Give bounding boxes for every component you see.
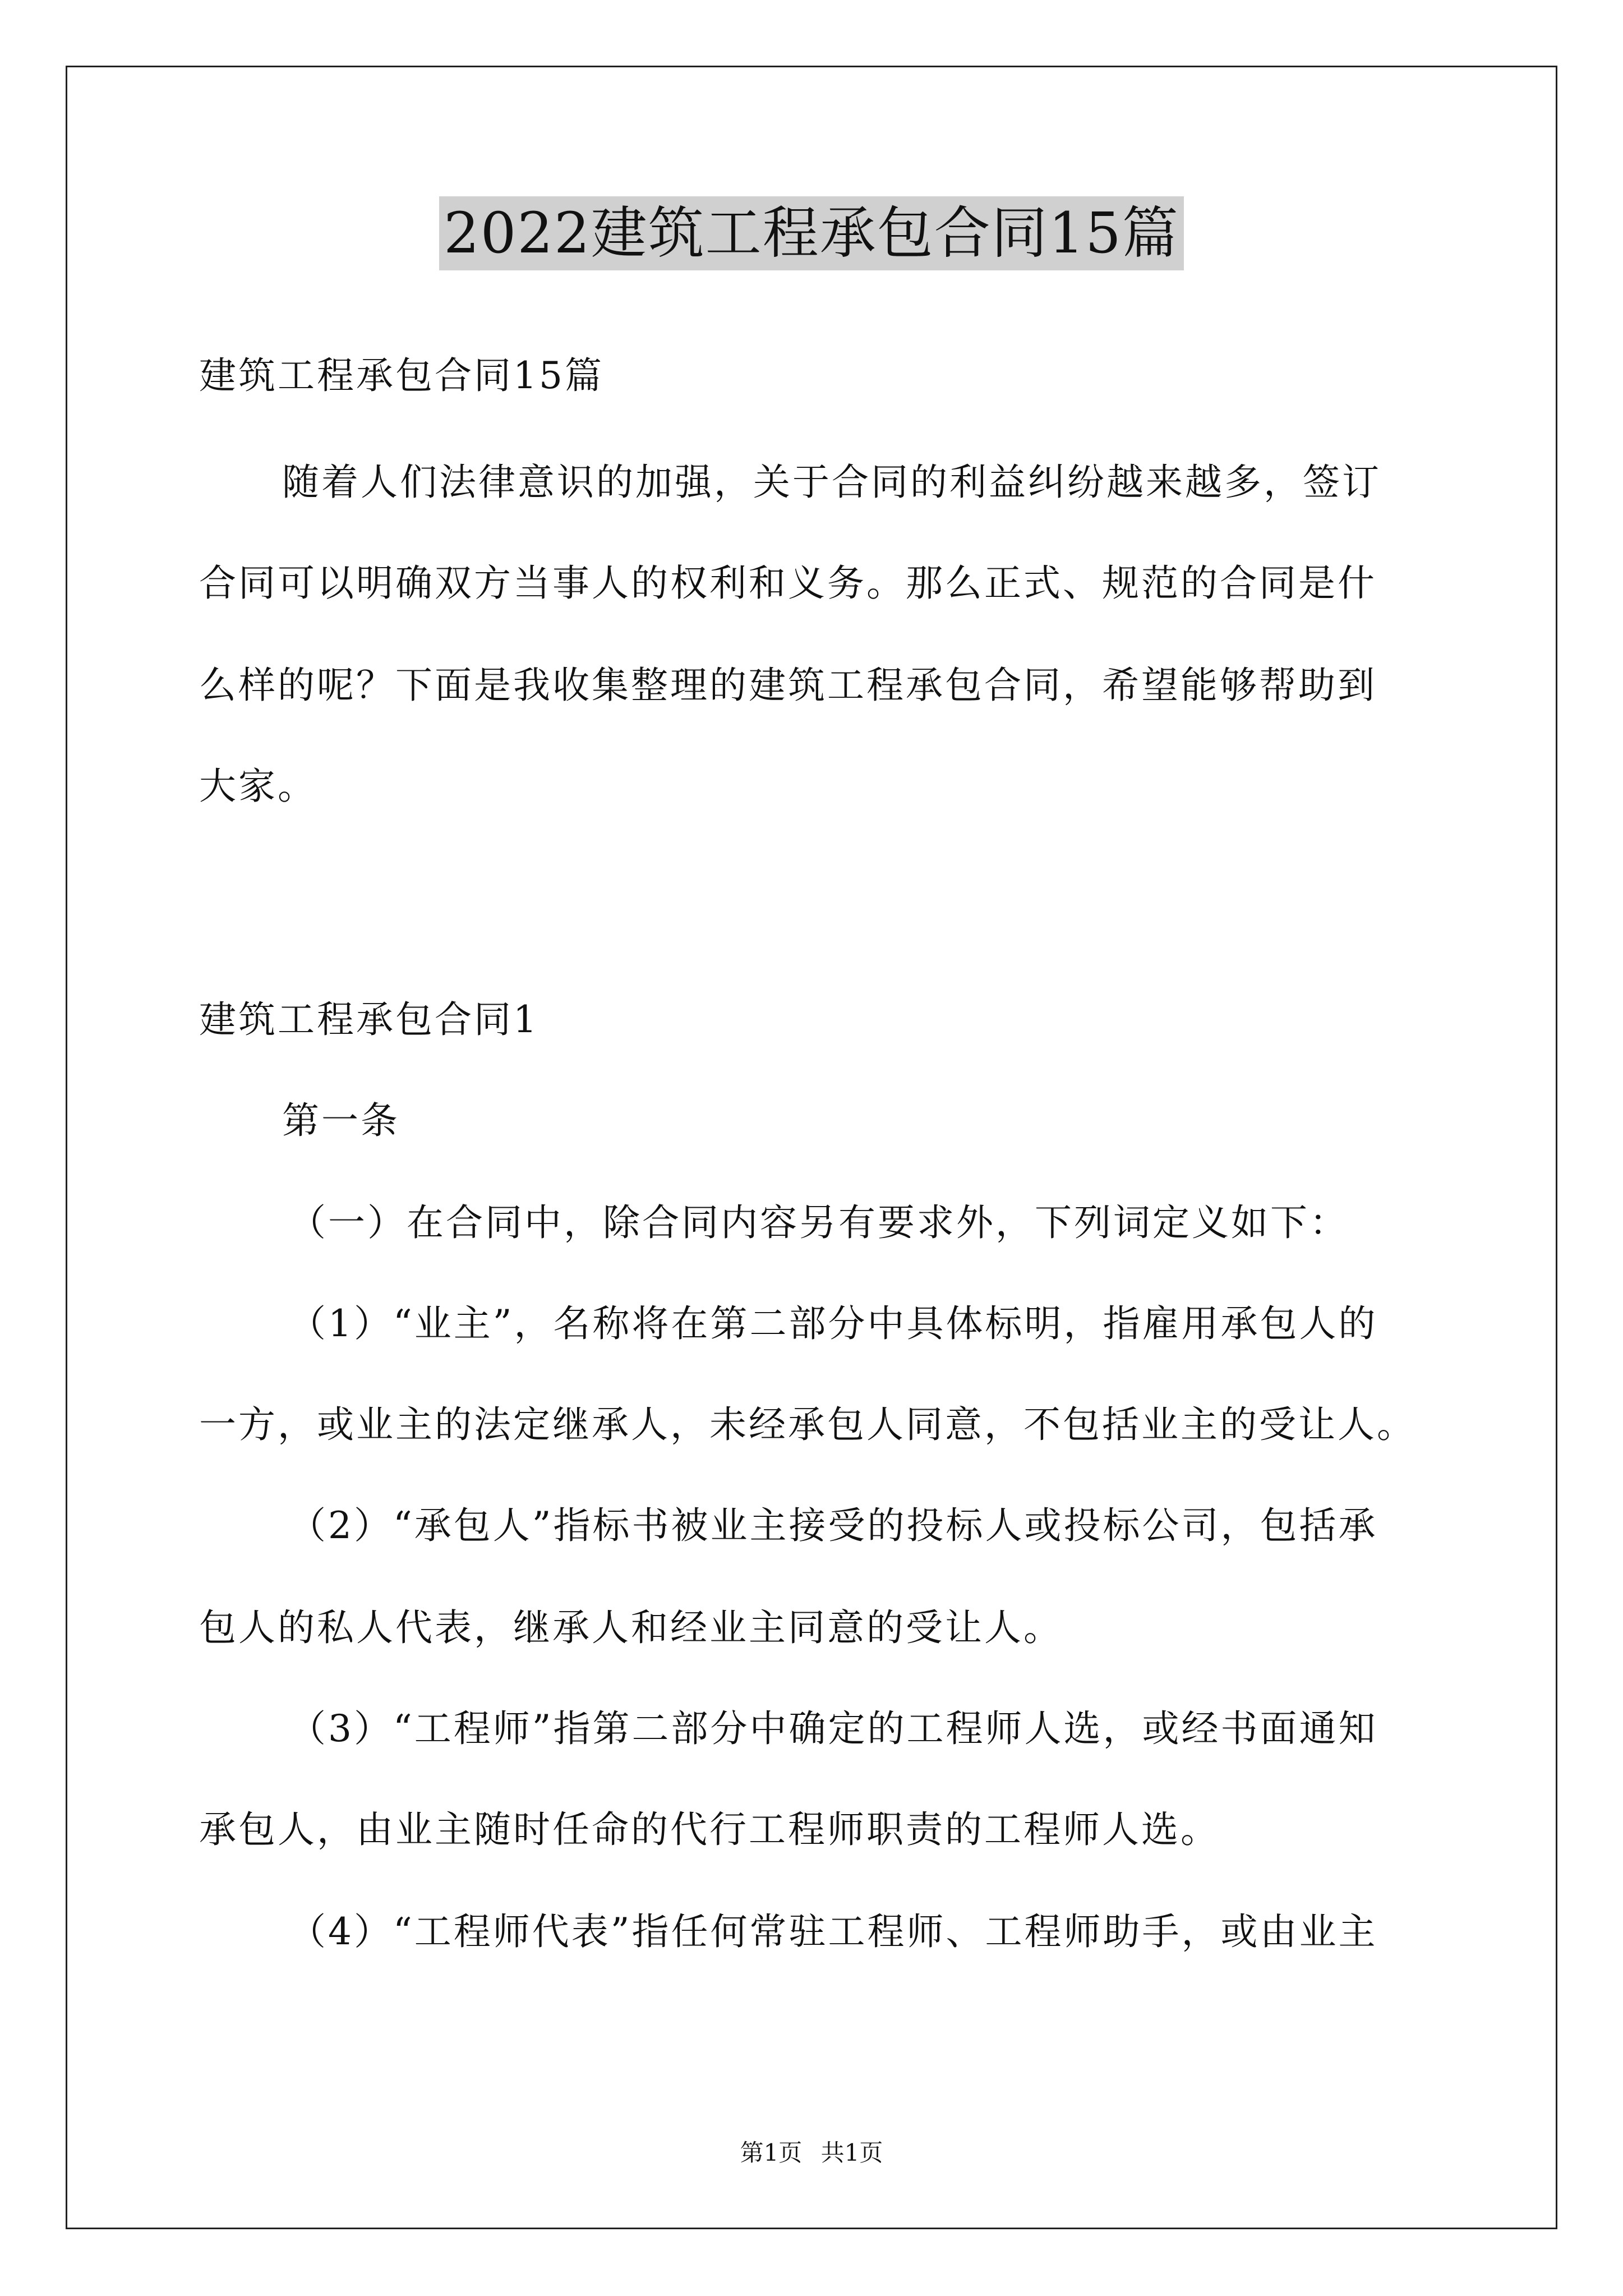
clause-line-2: （1）“业主”，名称将在第二部分中具体标明，指雇用承包人的 xyxy=(289,1302,1378,1345)
article-heading: 第一条 xyxy=(282,1099,400,1142)
title-container xyxy=(0,196,1623,270)
clause-line-8: （4）“工程师代表”指任何常驻工程师、工程师助手，或由业主 xyxy=(289,1910,1378,1953)
clause-line-6: （3）“工程师”指第二部分中确定的工程师人选，或经书面通知 xyxy=(289,1707,1378,1750)
clause-line-4: （2）“承包人”指标书被业主接受的投标人或投标公司，包括承 xyxy=(289,1504,1378,1547)
clause-line-1: （一）在合同中，除合同内容另有要求外，下列词定义如下： xyxy=(289,1201,1349,1244)
clause-line-3: 一方，或业主的法定继承人，未经承包人同意，不包括业主的受让人。 xyxy=(199,1403,1416,1446)
clause-line-5: 包人的私人代表，继承人和经业主同意的受让人。 xyxy=(199,1606,1063,1649)
intro-line-1: 随着人们法律意识的加强，关于合同的利益纠纷越来越多，签订 xyxy=(282,461,1381,504)
document-subtitle: 建筑工程承包合同15篇 xyxy=(199,354,604,397)
section-heading: 建筑工程承包合同1 xyxy=(199,998,539,1041)
page-footer xyxy=(0,2137,1623,2169)
intro-line-4: 大家。 xyxy=(199,765,317,808)
intro-line-2: 合同可以明确双方当事人的权利和义务。那么正式、规范的合同是什 xyxy=(199,562,1377,605)
document-title: 2022建筑工程承包合同15篇 xyxy=(439,196,1184,270)
page-total: 共1页 xyxy=(820,2139,883,2166)
clause-line-7: 承包人，由业主随时任命的代行工程师职责的工程师人选。 xyxy=(199,1808,1220,1851)
page-number: 第1页 xyxy=(740,2139,803,2166)
intro-line-3: 么样的呢？下面是我收集整理的建筑工程承包合同，希望能够帮助到 xyxy=(199,664,1377,707)
